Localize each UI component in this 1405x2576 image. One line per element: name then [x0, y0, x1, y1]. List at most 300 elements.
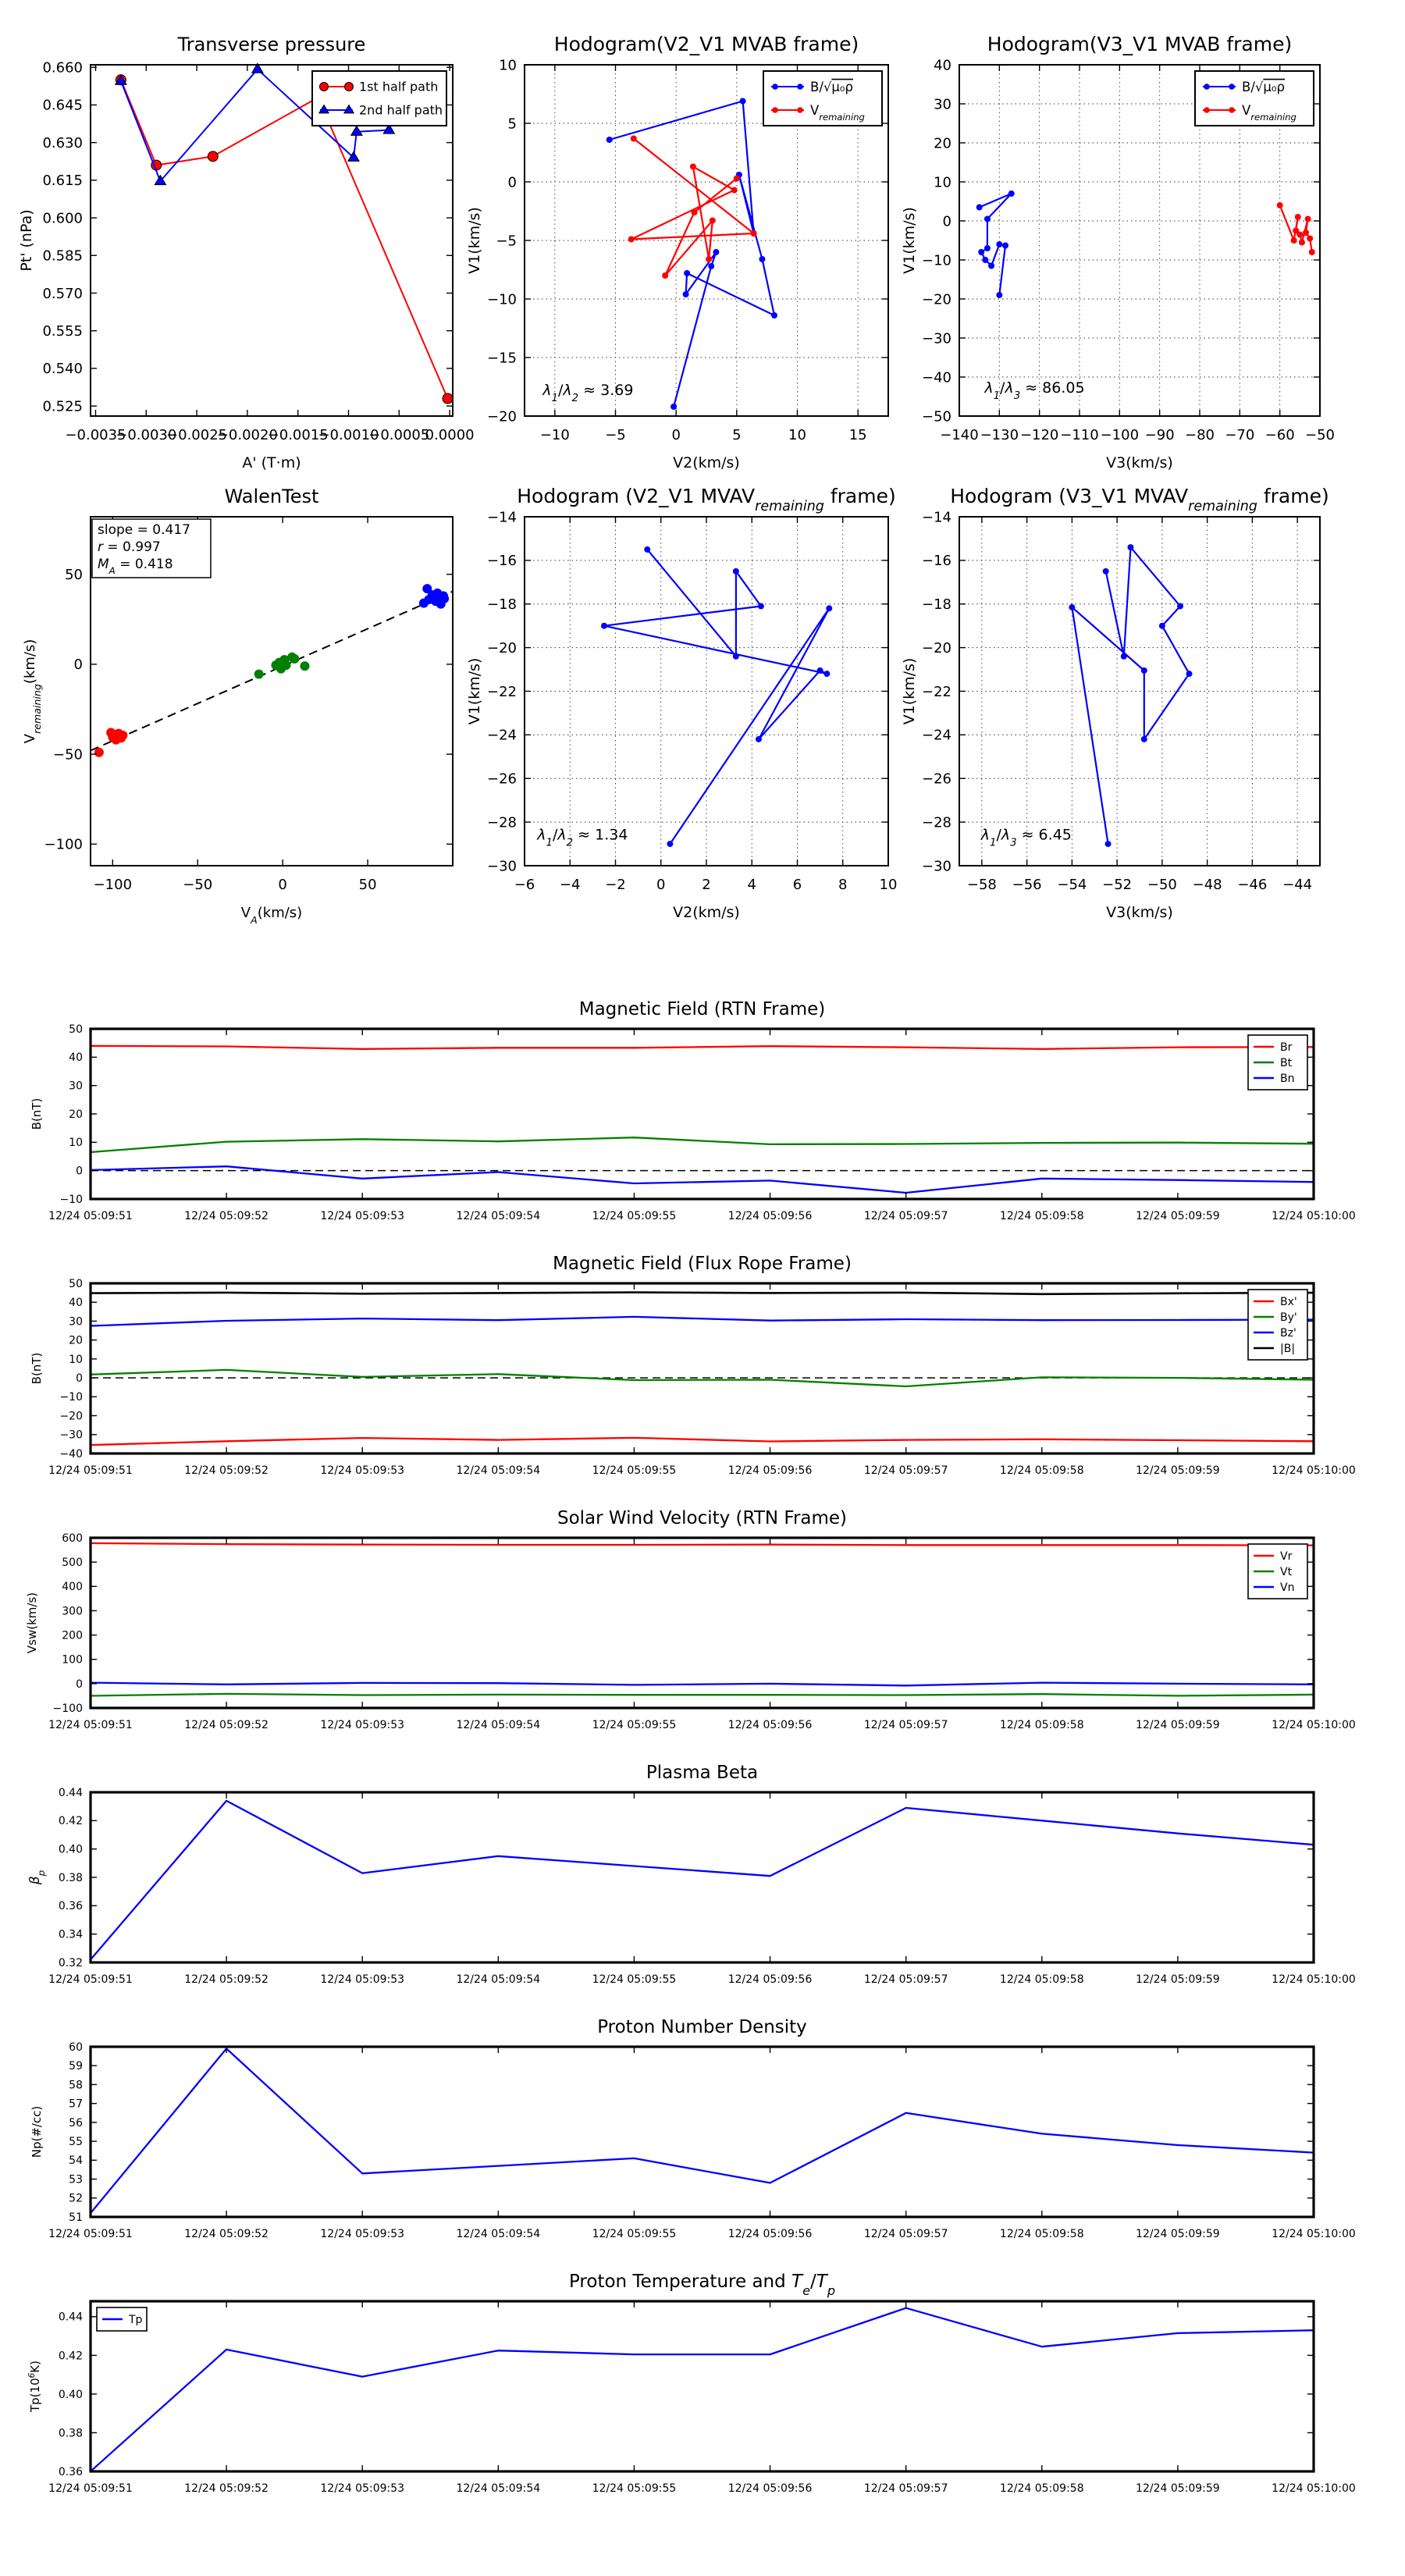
y-tick-label — [934, 96, 951, 112]
marker-dot — [1186, 671, 1193, 677]
tspan: −56 — [1012, 877, 1042, 893]
tspan: −0.0030 — [116, 427, 177, 443]
tspan: 20 — [934, 135, 951, 152]
tspan: 1 — [546, 836, 553, 849]
tspan: 0.660 — [42, 59, 83, 76]
y-tick-label — [69, 2193, 83, 2205]
tspan: 55 — [69, 2136, 83, 2149]
y-tick-label — [69, 1297, 83, 1309]
tspan: 0.40 — [58, 1843, 83, 1856]
tspan: 12/24 05:09:51 — [48, 2482, 133, 2495]
tspan: ≈ 1.34 — [573, 826, 628, 844]
marker-dot — [691, 209, 697, 215]
tspan: λ — [1005, 379, 1014, 397]
tspan: 12/24 05:09:59 — [1136, 2482, 1220, 2495]
x-tick-label — [1057, 877, 1087, 893]
axes-frame — [91, 1029, 1314, 1199]
y-tick-label — [69, 1080, 83, 1093]
y-tick-label — [487, 350, 517, 366]
tspan: 12/24 05:09:55 — [592, 1973, 677, 1986]
y-tick-label — [69, 2173, 83, 2186]
y-tick-label — [59, 1194, 83, 1206]
tspan: 200 — [62, 1629, 83, 1642]
tspan: 12/24 05:09:57 — [863, 1719, 948, 1731]
tspan: r — [98, 539, 103, 555]
y-axis-label: Pt' (nPa) — [18, 209, 35, 272]
tspan: p — [827, 2282, 836, 2298]
tspan: λ — [1001, 826, 1011, 844]
y-tick-label — [59, 1429, 83, 1442]
tspan: 20 — [69, 1108, 83, 1121]
marker-dot — [771, 312, 777, 318]
marker-dot — [826, 605, 832, 611]
x-tick-label — [702, 877, 710, 893]
tspan: 0.44 — [58, 1786, 83, 1799]
tspan: 0.0000 — [425, 427, 475, 443]
tspan: −2 — [605, 877, 626, 893]
tspan: remaining — [1188, 499, 1257, 514]
tspan: 6 — [792, 877, 802, 893]
annotation — [984, 379, 1084, 401]
tspan: −24 — [487, 727, 517, 744]
stats-line — [98, 539, 161, 555]
tspan: B/√ — [1242, 79, 1264, 94]
marker-dot — [1299, 240, 1305, 246]
y-tick-label — [69, 2136, 83, 2148]
tspan: 2 — [566, 836, 574, 849]
x-tick-label — [456, 1210, 540, 1222]
y-tick-label — [922, 771, 951, 788]
y-tick-label — [922, 684, 951, 700]
legend-label: Bx' — [1280, 1295, 1297, 1308]
tspan: 12/24 05:09:55 — [592, 2482, 677, 2495]
chart-magnetic-field-fluxrope — [30, 1254, 1356, 1477]
marker-dot — [996, 241, 1002, 247]
tspan: 500 — [62, 1557, 83, 1570]
tspan: 0.645 — [42, 97, 83, 114]
x-tick-label — [1136, 1464, 1220, 1477]
x-tick-label — [1136, 1973, 1220, 1986]
tspan: / — [1000, 379, 1005, 397]
tspan: −100 — [93, 877, 133, 893]
y-tick-label — [59, 1844, 83, 1856]
tspan: 0.40 — [58, 2388, 83, 2401]
tspan: 12/24 05:10:00 — [1272, 2482, 1356, 2495]
y-tick-label — [922, 640, 951, 656]
x-tick-label — [184, 1210, 269, 1222]
y-tick-label — [62, 1605, 83, 1617]
tspan: 0 — [942, 213, 951, 230]
x-tick-label — [1060, 427, 1098, 443]
marker-dot — [1303, 229, 1309, 236]
tspan: 0 — [507, 174, 517, 191]
marker-dot — [1177, 603, 1183, 610]
marker-dot — [118, 731, 127, 740]
marker-dot — [797, 84, 803, 90]
y-tick-label — [59, 1872, 83, 1884]
x-tick-label — [880, 877, 898, 893]
tspan: 12/24 05:09:55 — [592, 2228, 677, 2240]
x-tick-label — [1136, 1210, 1220, 1222]
tspan: −24 — [922, 727, 951, 744]
marker-dot — [823, 671, 830, 677]
x-tick-label — [671, 427, 680, 443]
y-tick-label — [59, 1410, 83, 1422]
tspan: 12/24 05:09:59 — [1136, 1464, 1220, 1477]
x-axis-label: V2(km/s) — [673, 454, 740, 471]
tspan: 30 — [69, 1315, 83, 1329]
y-tick-label — [65, 567, 83, 583]
x-tick-label — [1000, 1719, 1084, 1731]
tspan: V — [240, 905, 251, 921]
legend-label — [1242, 80, 1285, 94]
tspan: 600 — [62, 1532, 83, 1545]
tspan: 0 — [278, 877, 287, 893]
marker-circle — [208, 151, 218, 162]
x-tick-label — [1136, 1719, 1220, 1731]
x-tick-label — [456, 1464, 540, 1477]
y-tick-label — [499, 57, 517, 73]
tspan: 58 — [69, 2079, 83, 2092]
legend-label: Br — [1280, 1041, 1293, 1054]
x-tick-label — [1272, 1719, 1356, 1731]
tspan: μ₀ρ — [831, 79, 853, 94]
tspan: 12/24 05:09:53 — [320, 1719, 405, 1731]
y-axis-label: V1(km/s) — [901, 207, 918, 274]
tspan: 12/24 05:10:00 — [1272, 1719, 1356, 1731]
marker-dot — [740, 98, 746, 105]
tspan: −10 — [59, 1391, 83, 1404]
y-tick-label — [59, 2427, 83, 2439]
chart-hodogram-v3v1-mvav — [901, 485, 1329, 921]
x-tick-label — [980, 427, 1019, 443]
axes-frame — [91, 1792, 1314, 1962]
tspan: −0.0005 — [368, 427, 430, 443]
x-tick-label — [592, 1464, 677, 1477]
x-tick-label — [728, 1464, 813, 1477]
tspan: 8 — [838, 877, 848, 893]
tspan: −40 — [59, 1447, 83, 1461]
y-tick-label — [59, 1787, 83, 1799]
tspan: / — [810, 2272, 816, 2292]
marker-dot — [1105, 841, 1112, 847]
tspan: 12/24 05:09:53 — [320, 2228, 405, 2240]
x-tick-label — [184, 1719, 269, 1731]
series-line-Vn — [91, 1683, 1314, 1686]
tspan: A — [108, 565, 116, 576]
y-tick-label — [922, 814, 951, 831]
tspan: 100 — [62, 1653, 83, 1667]
y-tick-label — [59, 2466, 83, 2478]
tspan: 1 — [551, 392, 559, 404]
tspan: / — [996, 826, 1001, 844]
tspan: 12/24 05:09:56 — [727, 1973, 813, 1986]
tspan: −52 — [1102, 877, 1133, 893]
y-tick-label — [922, 728, 951, 744]
x-tick-label — [605, 427, 626, 443]
y-tick-label — [69, 2211, 83, 2224]
tspan: −15 — [487, 350, 517, 367]
marker-dot — [710, 218, 716, 224]
tspan: Proton Temperature and — [568, 2272, 792, 2292]
tspan: −54 — [1057, 877, 1087, 893]
x-tick-label — [514, 877, 535, 893]
tspan: −18 — [922, 596, 951, 614]
tspan: 53 — [69, 2173, 83, 2186]
y-tick-label — [59, 2311, 83, 2324]
tspan: 50 — [358, 877, 377, 893]
tspan: λ — [557, 826, 567, 844]
tspan: 12/24 05:09:54 — [456, 2228, 541, 2240]
y-tick-label — [922, 596, 951, 613]
tspan: 12/24 05:09:51 — [48, 1719, 133, 1731]
tspan: 12/24 05:09:54 — [456, 1973, 541, 1986]
marker-dot — [644, 546, 650, 553]
y-tick-label — [922, 291, 951, 308]
marker-dot — [706, 256, 712, 262]
tspan: 50 — [69, 1277, 83, 1290]
x-tick-label — [864, 1973, 948, 1986]
x-tick-label — [1272, 1464, 1356, 1477]
tspan: 12/24 05:09:52 — [184, 1719, 269, 1731]
tspan: 12/24 05:09:51 — [48, 1210, 133, 1222]
marker-dot — [300, 661, 309, 671]
tspan: −90 — [1144, 427, 1175, 443]
tspan: 12/24 05:09:57 — [863, 2482, 948, 2495]
tspan: 12/24 05:09:56 — [727, 2228, 813, 2240]
x-tick-label — [1020, 427, 1058, 443]
y-tick-label — [42, 361, 83, 377]
tspan: 12/24 05:09:56 — [727, 2482, 813, 2495]
x-tick-label — [940, 427, 978, 443]
y-tick-label — [42, 323, 83, 340]
x-tick-label — [788, 427, 806, 443]
tspan: remaining — [30, 684, 43, 734]
stats-line: slope = 0.417 — [98, 522, 190, 538]
x-tick-label — [1102, 877, 1132, 893]
tspan: 0.42 — [58, 1815, 83, 1828]
tspan: e — [802, 2282, 810, 2298]
chart-transverse-pressure — [18, 34, 475, 471]
chart-walen-test — [22, 486, 453, 926]
tspan: 0.32 — [58, 1956, 83, 1969]
marker-dot — [1141, 667, 1147, 674]
x-tick-label — [1237, 877, 1267, 893]
x-tick-label — [320, 1719, 404, 1731]
legend-label: Vr — [1280, 1550, 1293, 1563]
tspan: 12/24 05:09:59 — [1136, 1719, 1220, 1731]
y-tick-label — [69, 2060, 83, 2073]
tspan: −46 — [1237, 877, 1268, 893]
y-tick-label — [42, 398, 83, 415]
tspan: 10 — [879, 877, 898, 893]
chart-title: Transverse pressure — [177, 34, 366, 55]
x-tick-label — [967, 877, 997, 893]
y-tick-label — [42, 98, 83, 114]
tspan: V — [22, 734, 38, 744]
y-tick-label — [487, 509, 517, 525]
tspan: 40 — [69, 1051, 83, 1065]
series-line-Bt — [91, 1137, 1314, 1152]
series-line-Br — [91, 1046, 1314, 1049]
tspan: −20 — [922, 291, 951, 308]
tspan: M — [98, 557, 109, 572]
tspan: −0.0015 — [267, 427, 329, 443]
marker-dot — [1121, 653, 1127, 660]
marker-dot — [1008, 190, 1015, 197]
x-tick-label — [1145, 427, 1175, 443]
x-tick-label — [48, 2228, 133, 2240]
x-tick-label — [320, 1464, 404, 1477]
tspan: 12/24 05:09:58 — [999, 1464, 1084, 1477]
tspan: 0.555 — [42, 323, 83, 340]
x-tick-label — [48, 1464, 133, 1477]
marker-dot — [713, 249, 719, 255]
tspan: 0.34 — [58, 1928, 83, 1941]
tspan: Hodogram(V2_V1 MVAB frame) — [553, 33, 859, 55]
tspan: A — [251, 913, 258, 926]
x-tick-label — [425, 427, 475, 443]
tspan: −28 — [922, 814, 951, 831]
marker-circle — [320, 83, 329, 91]
tspan: −0.0020 — [216, 427, 278, 443]
marker-dot — [1002, 243, 1008, 249]
tspan: −100 — [44, 836, 83, 853]
y-tick-label — [76, 1678, 83, 1691]
tspan: 50 — [65, 567, 83, 584]
x-tick-label — [48, 1719, 133, 1731]
tspan: 12/24 05:09:58 — [999, 1973, 1084, 1986]
tspan: 10 — [788, 427, 806, 443]
tspan: λ — [537, 826, 546, 844]
x-tick-label — [1225, 427, 1254, 443]
tspan: −10 — [922, 252, 951, 269]
x-tick-label — [728, 2482, 813, 2495]
tspan: −30 — [922, 330, 951, 347]
marker-dot — [606, 137, 613, 143]
x-tick-label — [1272, 2482, 1356, 2495]
x-tick-label — [183, 877, 212, 893]
legend-label: Bz' — [1280, 1326, 1297, 1340]
marker-dot — [733, 653, 739, 660]
tspan: 0.38 — [58, 1871, 83, 1884]
marker-dot — [734, 176, 740, 182]
x-tick-label — [1000, 2228, 1084, 2240]
chart-title — [554, 33, 859, 55]
tspan: 12/24 05:09:58 — [999, 1719, 1084, 1731]
chart-title: Magnetic Field (RTN Frame) — [578, 999, 826, 1019]
tspan: (km/s) — [257, 905, 303, 921]
tspan: −0.0010 — [318, 427, 379, 443]
x-tick-label — [864, 2228, 948, 2240]
tspan: 12/24 05:10:00 — [1272, 2228, 1356, 2240]
tspan: T — [816, 2272, 827, 2292]
x-tick-label — [184, 1464, 269, 1477]
x-tick-label — [1147, 877, 1177, 893]
x-tick-label — [1272, 1973, 1356, 1986]
legend-label: Tp — [129, 2313, 143, 2326]
x-tick-label — [456, 2482, 540, 2495]
tspan: 12/24 05:09:58 — [999, 2482, 1084, 2495]
chart-title: Plasma Beta — [646, 1763, 759, 1783]
series-line-fit line — [91, 592, 453, 751]
y-tick-label — [42, 60, 83, 76]
y-tick-label — [62, 1629, 83, 1642]
axes-frame — [91, 2047, 1314, 2217]
tspan: frame) — [1257, 485, 1329, 507]
tspan: V — [1242, 102, 1251, 118]
tspan: 12/24 05:09:55 — [592, 1719, 677, 1731]
tspan: −10 — [487, 291, 517, 308]
x-tick-label — [605, 877, 626, 893]
tspan: −120 — [1019, 427, 1059, 443]
tspan: −44 — [1282, 877, 1313, 893]
axes-frame — [91, 2301, 1314, 2471]
tspan: Hodogram(V3_V1 MVAB frame) — [987, 33, 1293, 55]
y-tick-label — [487, 858, 517, 874]
y-tick-label — [487, 291, 517, 308]
tspan: / — [558, 382, 564, 399]
tspan: 54 — [69, 2154, 83, 2168]
y-tick-label — [42, 286, 83, 302]
y-tick-label — [934, 135, 951, 151]
tspan: 400 — [62, 1581, 83, 1594]
marker-dot — [1069, 604, 1075, 610]
tspan: 12/24 05:09:51 — [48, 2228, 133, 2240]
marker-dot — [670, 404, 677, 410]
tspan: −16 — [487, 553, 517, 570]
series-line-|B| — [91, 1293, 1314, 1294]
legend-label: By' — [1280, 1311, 1297, 1324]
tspan: 5 — [507, 116, 517, 133]
tspan: 0.38 — [58, 2427, 83, 2440]
tspan: 52 — [69, 2192, 83, 2205]
y-tick-label — [62, 1557, 83, 1569]
tspan: 0.36 — [58, 2465, 83, 2478]
tspan: −10 — [59, 1193, 83, 1206]
marker-dot — [797, 107, 803, 113]
tspan: 60 — [69, 2041, 83, 2054]
tspan: 1 — [993, 390, 1001, 402]
y-axis-label: V1(km/s) — [901, 657, 918, 725]
tspan: 56 — [69, 2116, 83, 2129]
tspan: 0.525 — [42, 398, 83, 415]
tspan: −100 — [1100, 427, 1140, 443]
tspan: −70 — [1225, 427, 1255, 443]
y-tick-label — [487, 728, 517, 744]
y-tick-label — [69, 1278, 83, 1290]
tspan: 12/24 05:09:59 — [1136, 1210, 1220, 1222]
y-axis-label: B(nT) — [30, 1352, 44, 1385]
tspan: −50 — [1305, 427, 1335, 443]
y-tick-label — [934, 57, 951, 73]
x-tick-label — [793, 877, 802, 893]
x-tick-label — [1272, 2228, 1356, 2240]
series-line-Vt — [91, 1694, 1314, 1696]
tspan: 12/24 05:09:54 — [456, 2482, 541, 2495]
x-tick-label — [748, 877, 756, 893]
marker-dot — [683, 291, 689, 297]
marker-dot — [976, 205, 983, 211]
tspan: 2 — [702, 877, 711, 893]
x-tick-label — [728, 2228, 813, 2240]
tspan: 0 — [73, 656, 83, 674]
tspan: 0 — [671, 427, 681, 443]
x-tick-label — [48, 1973, 133, 1986]
marker-dot — [290, 654, 299, 664]
marker-dot — [759, 256, 765, 262]
y-tick-label — [487, 814, 517, 831]
